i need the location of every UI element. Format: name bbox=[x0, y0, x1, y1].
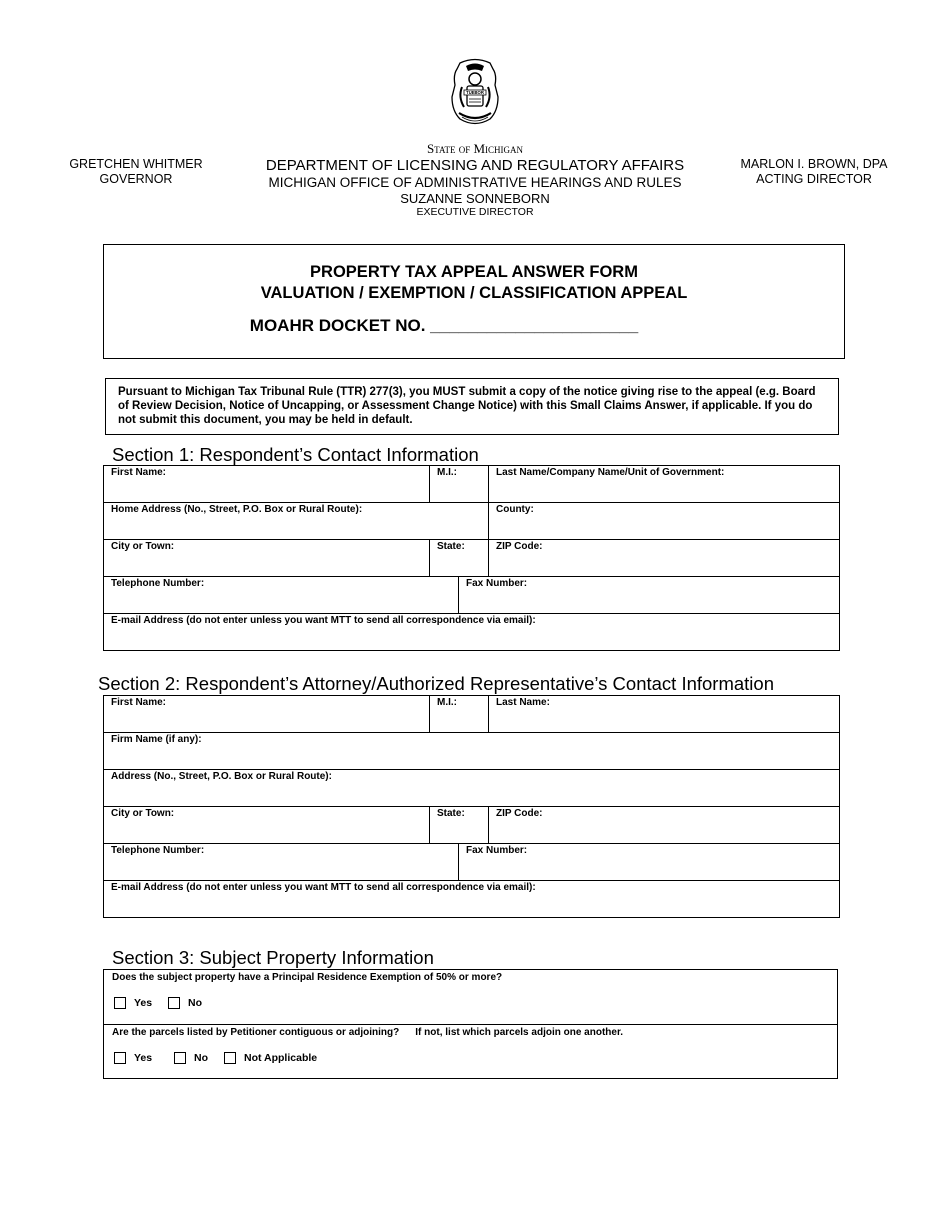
pre-question: Does the subject property have a Principal Residence Exemption of 50% or more? bbox=[112, 972, 503, 983]
office-name: MICHIGAN OFFICE OF ADMINISTRATIVE HEARINGS AND RULES bbox=[268, 175, 682, 190]
s2-last-name-field[interactable]: Last Name: bbox=[489, 696, 840, 733]
agency-header bbox=[240, 141, 710, 219]
pre-no-checkbox[interactable] bbox=[168, 997, 180, 1009]
s1-state-field[interactable]: State: bbox=[430, 540, 489, 577]
s2-fax-field[interactable]: Fax Number: bbox=[459, 844, 840, 881]
director-title: ACTING DIRECTOR bbox=[756, 172, 872, 186]
docket-number[interactable]: MOAHR DOCKET NO. ______________________ bbox=[249, 316, 639, 335]
governor-name: GRETCHEN WHITMER bbox=[69, 157, 203, 171]
s1-county-field[interactable]: County: bbox=[489, 503, 840, 540]
director-name: MARLON I. BROWN, DPA bbox=[740, 157, 888, 171]
section1-table bbox=[103, 465, 840, 651]
governor-title: GOVERNOR bbox=[99, 172, 173, 186]
s1-mi-field[interactable]: M.I.: bbox=[430, 466, 489, 503]
s1-city-field[interactable]: City or Town: bbox=[104, 540, 430, 577]
s2-address-field[interactable]: Address (No., Street, P.O. Box or Rural Route): bbox=[104, 770, 840, 807]
section2-title: Section 2: Respondent’s Attorney/Authorized Representative’s Contact Information bbox=[98, 673, 774, 694]
contiguous-question-row bbox=[104, 1024, 837, 1079]
s1-home-address-field[interactable]: Home Address (No., Street, P.O. Box or Rural Route): bbox=[104, 503, 489, 540]
section3-title: Section 3: Subject Property Information bbox=[112, 947, 434, 968]
s1-last-name-field[interactable]: Last Name/Company Name/Unit of Government: bbox=[489, 466, 840, 503]
s2-zip-field[interactable]: ZIP Code: bbox=[489, 807, 840, 844]
form-subtitle: VALUATION / EXEMPTION / CLASSIFICATION APPEAL bbox=[260, 284, 688, 302]
s1-telephone-field[interactable]: Telephone Number: bbox=[104, 577, 459, 614]
s2-city-field[interactable]: City or Town: bbox=[104, 807, 430, 844]
contiguous-no-label: No bbox=[194, 1052, 208, 1064]
contiguous-na-label: Not Applicable bbox=[244, 1052, 318, 1064]
department-name: DEPARTMENT OF LICENSING AND REGULATORY AFFAIRS bbox=[265, 157, 685, 174]
section3-box bbox=[103, 969, 838, 1079]
s2-email-field[interactable]: E-mail Address (do not enter unless you want MTT to send all correspondence via email): bbox=[104, 881, 840, 918]
pre-yes-label: Yes bbox=[134, 997, 153, 1009]
s1-email-field[interactable]: E-mail Address (do not enter unless you want MTT to send all correspondence via email): bbox=[104, 614, 840, 651]
section2-table bbox=[103, 695, 840, 918]
contiguous-na-checkbox[interactable] bbox=[224, 1052, 236, 1064]
contiguous-followup-text: If not, list which parcels adjoin one another. bbox=[415, 1027, 624, 1038]
pre-no-label: No bbox=[188, 997, 202, 1009]
s1-zip-field[interactable]: ZIP Code: bbox=[489, 540, 840, 577]
executive-title: EXECUTIVE DIRECTOR bbox=[416, 206, 534, 218]
state-seal bbox=[446, 57, 504, 127]
pre-yes-checkbox[interactable] bbox=[114, 997, 126, 1009]
form-title-box bbox=[103, 244, 845, 359]
s2-firm-field[interactable]: Firm Name (if any): bbox=[104, 733, 840, 770]
svg-text:TUEBOR: TUEBOR bbox=[466, 90, 484, 96]
s2-state-field[interactable]: State: bbox=[430, 807, 489, 844]
form-title: PROPERTY TAX APPEAL ANSWER FORM bbox=[310, 263, 638, 281]
state-name: State of Michigan bbox=[426, 141, 524, 156]
contiguous-question-text: Are the parcels listed by Petitioner contiguous or adjoining? bbox=[112, 1027, 400, 1038]
pre-question-row bbox=[104, 970, 837, 1024]
executive-name: SUZANNE SONNEBORN bbox=[400, 191, 550, 206]
contiguous-yes-checkbox[interactable] bbox=[114, 1052, 126, 1064]
contiguous-question bbox=[112, 1026, 623, 1039]
s2-first-name-field[interactable]: First Name: bbox=[104, 696, 430, 733]
governor-block bbox=[55, 157, 217, 187]
notice-box: Pursuant to Michigan Tax Tribunal Rule (TTR) 277(3), you MUST submit a copy of the notice giving rise to the appeal (e.g. Board of Review Decision, Notice of Uncapping, or Assessment Change Notice) with this Small Claims Answer, if applicable. If you do not submit this document, you may be held in default. bbox=[105, 378, 839, 435]
s1-first-name-field[interactable]: First Name: bbox=[104, 466, 430, 503]
contiguous-yes-label: Yes bbox=[134, 1052, 153, 1064]
s2-telephone-field[interactable]: Telephone Number: bbox=[104, 844, 459, 881]
s1-fax-field[interactable]: Fax Number: bbox=[459, 577, 840, 614]
director-block bbox=[727, 157, 901, 187]
section1-title: Section 1: Respondent’s Contact Information bbox=[112, 444, 479, 465]
contiguous-no-checkbox[interactable] bbox=[174, 1052, 186, 1064]
s2-mi-field[interactable]: M.I.: bbox=[430, 696, 489, 733]
